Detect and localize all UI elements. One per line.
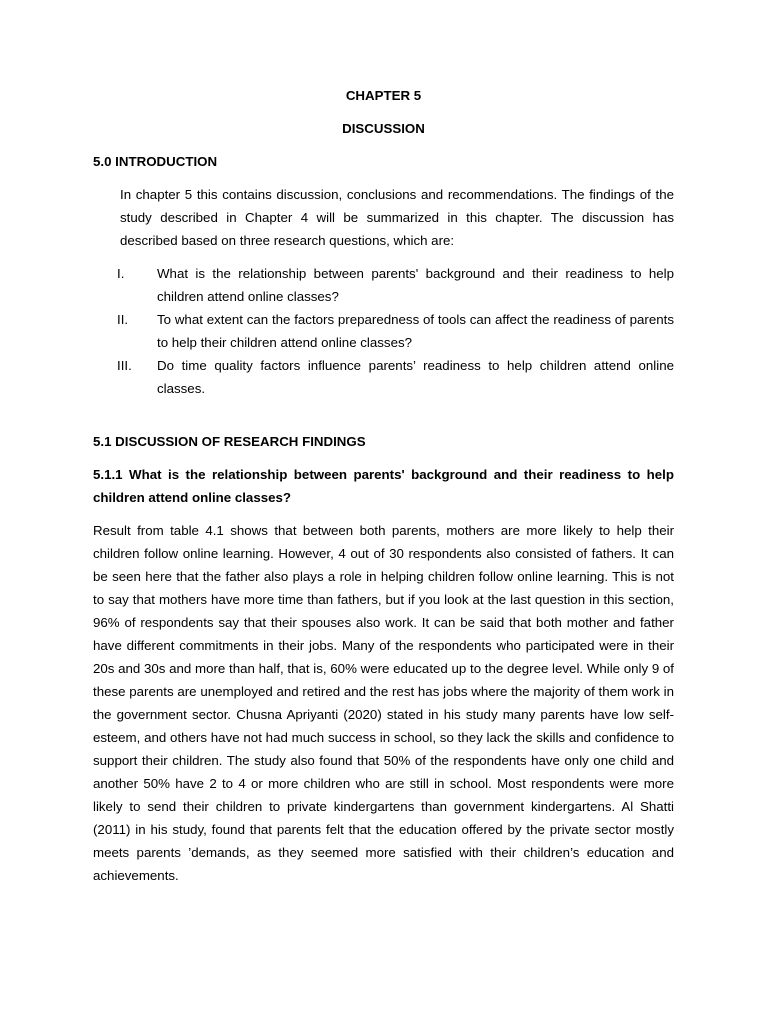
list-item-number: I. — [117, 266, 125, 281]
chapter-label: CHAPTER 5 — [345, 88, 422, 103]
chapter-title: DISCUSSION — [342, 121, 425, 136]
list-item-number: II. — [117, 312, 129, 327]
subsection-heading: 5.1.1 What is the relationship between parents' background and their readiness to help children attend online classes? — [93, 467, 674, 505]
document-page — [93, 84, 674, 887]
list-item — [93, 262, 674, 308]
list-item-number: III. — [117, 358, 132, 373]
list-item — [93, 354, 674, 400]
section-heading-findings: 5.1 DISCUSSION OF RESEARCH FINDINGS — [93, 434, 366, 449]
introduction-paragraph: In chapter 5 this contains discussion, conclusions and recommendations. The findings of the study described in Chapter 4 will be summarized in this chapter. The discussion has described based on three research questions, which are: — [120, 187, 674, 248]
list-item-text: To what extent can the factors preparedness of tools can affect the readiness of parents to help their children attend online classes? — [157, 312, 674, 350]
list-item-text: What is the relationship between parents' background and their readiness to help children attend online classes? — [157, 266, 674, 304]
research-questions-list — [93, 262, 674, 400]
list-item-text: Do time quality factors influence parents’ readiness to help children attend online classes. — [157, 358, 674, 396]
list-item — [93, 308, 674, 354]
findings-paragraph: Result from table 4.1 shows that between both parents, mothers are more likely to help their children follow online learning. However, 4 out of 30 respondents also consisted of fathers. It can be seen here that the father also plays a role in helping children follow online learning. This is not to say that mothers have more time than fathers, but if you look at the last question in this section, 96% of respondents say that their spouses also work. It can be said that both mother and father have different commitments in their jobs. Many of the respondents who participated were in their 20s and 30s and more than half, that is, 60% were educated up to the degree level. While only 9 of these parents are unemployed and retired and the rest has jobs where the majority of them work in the government sector. Chusna Apriyanti (2020) stated in his study many parents have low self-esteem, and others have not had much success in school, so they lack the skills and confidence to support their children. The study also found that 50% of the respondents have only one child and another 50% have 2 to 4 or more children who are still in school. Most respondents were more likely to send their children to private kindergartens than government kindergartens. Al Shatti (2011) in his study, found that parents felt that the education offered by the private sector mostly meets parents ’demands, as they seemed more satisfied with their children’s education and achievements. — [93, 523, 674, 883]
section-heading-introduction: 5.0 INTRODUCTION — [93, 154, 218, 169]
